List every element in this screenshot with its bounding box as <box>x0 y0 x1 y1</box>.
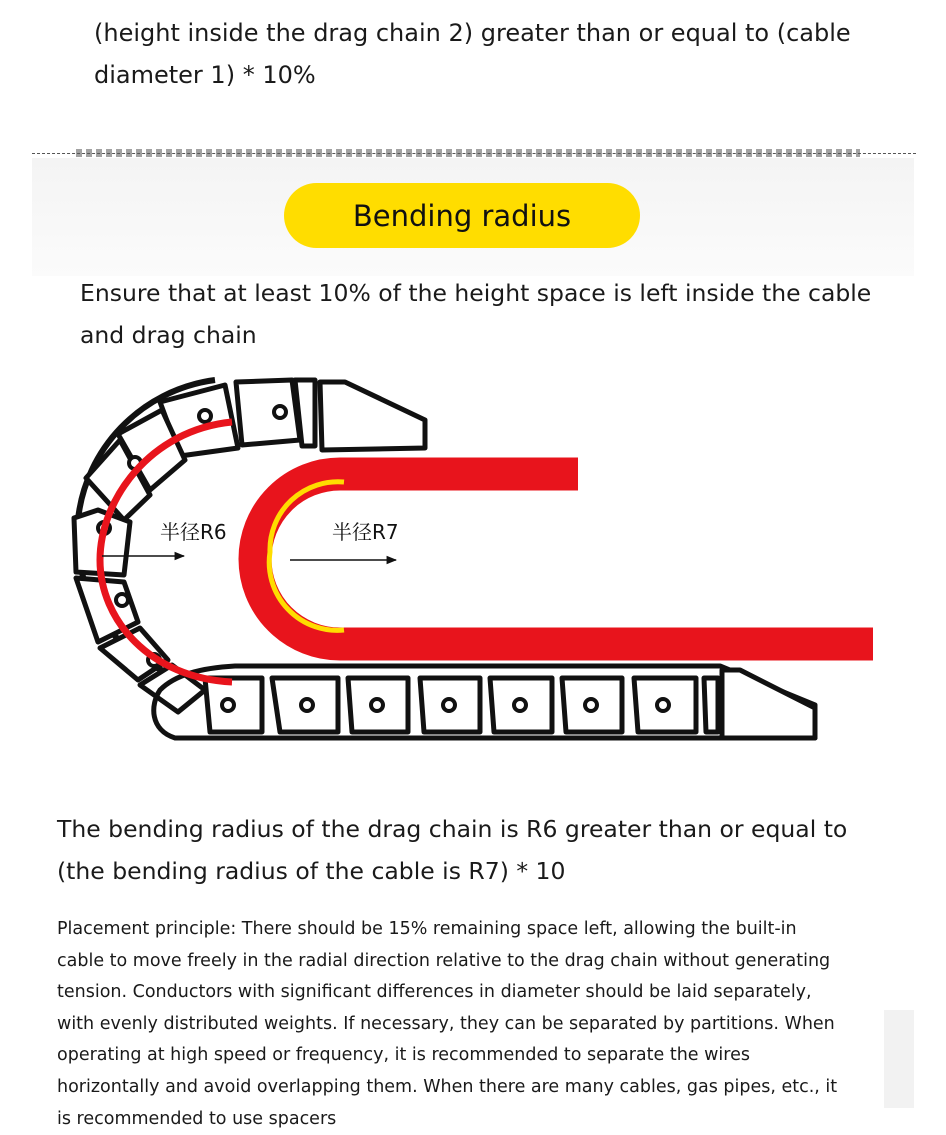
chain-link <box>704 678 718 732</box>
chain-end-bracket <box>320 382 425 450</box>
r6-label: 半径R6 <box>160 520 227 544</box>
chain-link <box>236 380 300 445</box>
bending-radius-paragraph: The bending radius of the drag chain is R6 greater than or equal to (the bending radius of the cable is R7) * 10 <box>57 815 848 885</box>
drag-chain-diagram <box>0 360 946 760</box>
section-divider-band <box>76 149 860 157</box>
r7-label: 半径R7 <box>332 520 399 544</box>
top-paragraph: (height inside the drag chain 2) greater than or equal to (cable diameter 1) * 10% <box>94 19 851 89</box>
chain-end-bracket <box>722 670 815 738</box>
edge-shade <box>884 1010 914 1108</box>
section-title: Bending radius <box>352 198 572 233</box>
ensure-paragraph: Ensure that at least 10% of the height space is left inside the cable and drag chain <box>80 279 872 349</box>
placement-principle-paragraph: Placement principle: There should be 15% remaining space left, allowing the built-in cable to move freely in the radial direction relative to the drag chain without generating tension. Conductors with significant differences in diameter should be laid separately, with evenly distributed weights. If necessary, they can be separated by partitions. When operating at high speed or frequency, it is recommended to separate the wires horizontally and avoid overlapping them. When there are many cables, gas pipes, etc., it is recommended to use spacers <box>57 919 838 1129</box>
cable <box>255 474 873 644</box>
section-title-pill <box>284 183 640 248</box>
